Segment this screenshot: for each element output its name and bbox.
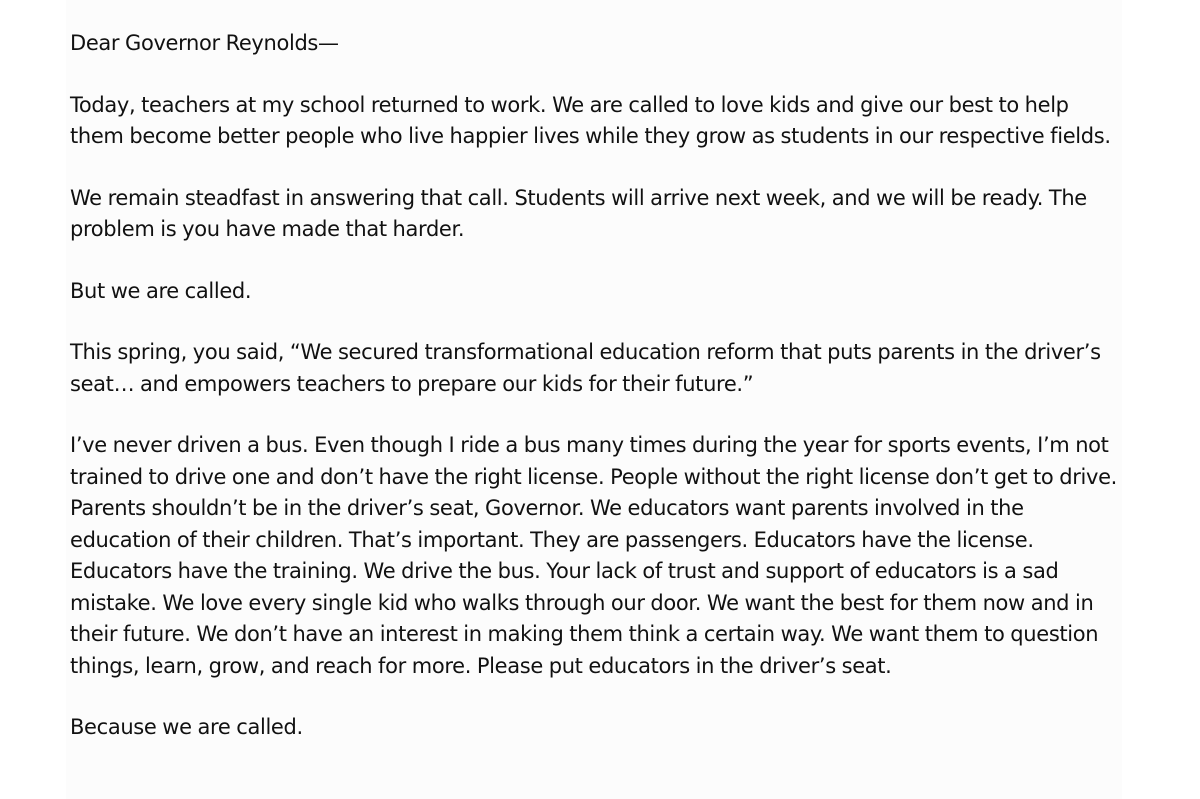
paragraph-5: I’ve never driven a bus. Even though I ride a bus many times during the year for sports events, I’m not trained to drive one and don’t have the right license. People without the right license don’t get to drive. Parents shouldn’t be in the driver’s seat, Governor. We educators want parents involved in the education of their children. That’s important. They are passengers. Educators have the license. Educators have the training. We drive the bus. Your lack of trust and support of educators is a sad mistake. We love every single kid who walks through our door. We want the best for them now and in their future. We don’t have an interest in making them think a certain way. We want them to question things, learn, grow, and reach for more. Please put educators in the driver’s seat. <box>70 433 1117 678</box>
paragraph-6: Because we are called. <box>70 715 303 739</box>
paragraph-4: This spring, you said, “We secured transformational education reform that puts parents in the driver’s seat… and empowers teachers to prepare our kids for their future.” <box>70 340 1101 396</box>
paragraph-1: Today, teachers at my school returned to work. We are called to love kids and give our best to help them become better people who live happier lives while they grow as students in our respective fields. <box>70 92 1111 148</box>
paragraph-2: We remain steadfast in answering that call. Students will arrive next week, and we will be ready. The problem is you have made that harder. <box>70 185 1087 241</box>
document-page <box>66 0 1122 799</box>
letter-body <box>70 28 1122 774</box>
paragraph-3: But we are called. <box>70 278 252 303</box>
salutation: Dear Governor Reynolds— <box>70 31 339 55</box>
